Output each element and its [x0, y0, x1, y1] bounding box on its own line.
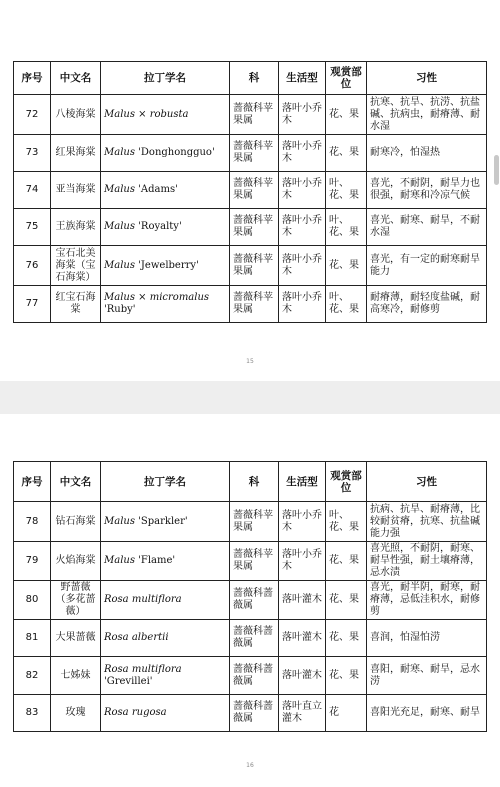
latin-epithet: multiflora — [131, 594, 182, 605]
cell-habit: 喜光，不耐阴，耐旱力也很强，耐寒和冷凉气候 — [367, 172, 487, 209]
latin-genus: Malus — [104, 292, 135, 303]
header-col-ornamental-part: 观赏部位 — [326, 462, 367, 502]
cell-ornamental-part: 花、果 — [326, 542, 367, 581]
latin-connector: × — [134, 108, 150, 120]
cell-family: 蔷薇科苹果属 — [230, 95, 279, 135]
cell-number: 74 — [14, 172, 51, 209]
cell-latin-name — [101, 657, 230, 695]
cell-chinese-name: 玫瑰 — [51, 695, 101, 732]
header-col-latin-name: 拉丁学名 — [101, 62, 230, 95]
cell-life-form: 落叶灌木 — [279, 620, 326, 657]
cell-chinese-name: 大果蔷薇 — [51, 620, 101, 657]
cell-number: 82 — [14, 657, 51, 695]
cell-latin-name — [101, 581, 230, 620]
cell-number: 81 — [14, 620, 51, 657]
cell-family: 蔷薇科苹果属 — [230, 542, 279, 581]
cell-life-form: 落叶小乔木 — [279, 95, 326, 135]
table-row — [14, 286, 487, 323]
table-header-row — [14, 62, 487, 95]
cell-latin-name — [101, 695, 230, 732]
cell-ornamental-part: 叶、花、果 — [326, 209, 367, 246]
latin-genus: Malus — [104, 221, 135, 232]
cell-family: 蔷薇科苹果属 — [230, 286, 279, 323]
table-row — [14, 581, 487, 620]
table-row — [14, 542, 487, 581]
header-col-latin-name: 拉丁学名 — [101, 462, 230, 502]
header-col-life-form: 生活型 — [279, 462, 326, 502]
scrollbar-thumb[interactable] — [494, 155, 499, 185]
cell-number: 83 — [14, 695, 51, 732]
cell-habit: 抗病、抗旱、耐瘠薄，比较耐贫瘠，抗寒、抗盐碱能力强 — [367, 502, 487, 542]
cell-latin-name — [101, 209, 230, 246]
cell-ornamental-part: 花、果 — [326, 246, 367, 286]
cell-ornamental-part: 花、果 — [326, 581, 367, 620]
latin-genus: Rosa — [104, 594, 129, 605]
latin-cultivar: 'Adams' — [134, 184, 178, 195]
latin-genus: Rosa — [104, 632, 129, 643]
cell-number: 76 — [14, 246, 51, 286]
cell-life-form: 落叶小乔木 — [279, 246, 326, 286]
latin-connector: × — [134, 292, 150, 303]
cell-habit: 耐寒冷，怕湿热 — [367, 135, 487, 172]
cell-ornamental-part: 花、果 — [326, 95, 367, 135]
latin-epithet: albertii — [131, 632, 169, 643]
latin-genus: Rosa — [104, 707, 129, 718]
cell-chinese-name: 野蔷薇（多花蔷薇） — [51, 581, 101, 620]
cell-chinese-name: 钻石海棠 — [51, 502, 101, 542]
cell-chinese-name: 王族海棠 — [51, 209, 101, 246]
cell-number: 78 — [14, 502, 51, 542]
cell-latin-name — [101, 172, 230, 209]
cell-family: 蔷薇科蔷薇属 — [230, 581, 279, 620]
cell-family: 蔷薇科蔷薇属 — [230, 620, 279, 657]
latin-epithet: micromalus — [149, 292, 210, 303]
latin-cultivar: 'Jewelberry' — [134, 259, 199, 271]
latin-genus: Malus — [104, 555, 135, 566]
latin-genus: Malus — [104, 184, 135, 195]
cell-ornamental-part: 花、果 — [326, 135, 367, 172]
cell-number: 80 — [14, 581, 51, 620]
cell-life-form: 落叶灌木 — [279, 581, 326, 620]
latin-genus: Malus — [104, 108, 135, 120]
cell-life-form: 落叶小乔木 — [279, 502, 326, 542]
page-number: 15 — [246, 358, 254, 365]
header-col-chinese-name: 中文名 — [51, 462, 101, 502]
cell-number: 73 — [14, 135, 51, 172]
page-number: 16 — [246, 762, 254, 769]
cell-life-form: 落叶小乔木 — [279, 286, 326, 323]
cell-family: 蔷薇科苹果属 — [230, 246, 279, 286]
page-gap — [0, 381, 500, 414]
latin-cultivar: 'Donghongguo' — [134, 147, 215, 158]
table-row — [14, 620, 487, 657]
header-col-ornamental-part: 观赏部位 — [326, 62, 367, 95]
cell-life-form: 落叶灌木 — [279, 657, 326, 695]
header-col-chinese-name: 中文名 — [51, 62, 101, 95]
header-col-family: 科 — [230, 62, 279, 95]
cell-habit: 喜光，有一定的耐寒耐旱能力 — [367, 246, 487, 286]
cell-habit: 喜光，耐半阴，耐寒，耐瘠薄，忌低洼积水，耐修剪 — [367, 581, 487, 620]
table-row — [14, 95, 487, 135]
latin-genus: Malus — [104, 147, 135, 158]
cell-ornamental-part: 叶、花、果 — [326, 502, 367, 542]
plant-table-page-15 — [13, 61, 487, 323]
latin-genus: Malus — [104, 515, 135, 527]
cell-number: 75 — [14, 209, 51, 246]
latin-genus: Rosa — [104, 663, 129, 675]
table-row — [14, 135, 487, 172]
table-row — [14, 695, 487, 732]
cell-latin-name — [101, 95, 230, 135]
latin-cultivar: 'Royalty' — [134, 221, 182, 232]
cell-habit: 喜阳光充足，耐寒、耐旱 — [367, 695, 487, 732]
latin-cultivar: 'Grevillei' — [104, 675, 153, 687]
cell-chinese-name: 宝石北美海棠（宝石海棠） — [51, 246, 101, 286]
cell-life-form: 落叶小乔木 — [279, 172, 326, 209]
cell-number: 79 — [14, 542, 51, 581]
latin-cultivar: 'Sparkler' — [134, 515, 188, 527]
cell-habit: 抗寒、抗旱、抗涝、抗盐碱、抗病虫，耐瘠薄、耐水湿 — [367, 95, 487, 135]
table-row — [14, 172, 487, 209]
cell-ornamental-part: 花、果 — [326, 620, 367, 657]
cell-chinese-name: 火焰海棠 — [51, 542, 101, 581]
cell-ornamental-part: 叶、花、果 — [326, 286, 367, 323]
cell-ornamental-part: 叶、花、果 — [326, 172, 367, 209]
cell-chinese-name: 红宝石海棠 — [51, 286, 101, 323]
cell-life-form: 落叶小乔木 — [279, 209, 326, 246]
table-body — [14, 502, 487, 732]
cell-family: 蔷薇科苹果属 — [230, 209, 279, 246]
table-row — [14, 246, 487, 286]
cell-latin-name — [101, 135, 230, 172]
cell-chinese-name: 八棱海棠 — [51, 95, 101, 135]
cell-ornamental-part: 花 — [326, 695, 367, 732]
latin-cultivar: 'Ruby' — [104, 304, 136, 315]
cell-chinese-name: 亚当海棠 — [51, 172, 101, 209]
cell-latin-name — [101, 286, 230, 323]
cell-ornamental-part: 花、果 — [326, 657, 367, 695]
table-row — [14, 209, 487, 246]
header-col-habit: 习性 — [367, 62, 487, 95]
latin-cultivar: 'Flame' — [134, 555, 176, 566]
latin-epithet: multiflora — [131, 663, 182, 675]
cell-chinese-name: 红果海棠 — [51, 135, 101, 172]
cell-life-form: 落叶小乔木 — [279, 135, 326, 172]
header-col-life-form: 生活型 — [279, 62, 326, 95]
cell-family: 蔷薇科苹果属 — [230, 135, 279, 172]
latin-epithet: robusta — [149, 108, 189, 120]
cell-number: 77 — [14, 286, 51, 323]
cell-family: 蔷薇科苹果属 — [230, 172, 279, 209]
latin-epithet: rugosa — [131, 707, 167, 718]
cell-habit: 喜润，怕湿怕涝 — [367, 620, 487, 657]
latin-genus: Malus — [104, 259, 135, 271]
cell-family: 蔷薇科蔷薇属 — [230, 695, 279, 732]
cell-number: 72 — [14, 95, 51, 135]
cell-habit: 喜光照，不耐阴，耐寒、耐旱性强，耐土壤瘠薄，忌水渍 — [367, 542, 487, 581]
cell-latin-name — [101, 246, 230, 286]
cell-family: 蔷薇科苹果属 — [230, 502, 279, 542]
plant-table-page-16 — [13, 461, 487, 732]
cell-latin-name — [101, 502, 230, 542]
header-col-no: 序号 — [14, 462, 51, 502]
cell-chinese-name: 七姊妹 — [51, 657, 101, 695]
cell-life-form: 落叶直立灌木 — [279, 695, 326, 732]
header-col-no: 序号 — [14, 62, 51, 95]
table-row — [14, 502, 487, 542]
cell-latin-name — [101, 620, 230, 657]
cell-habit: 喜光、耐寒、耐旱，不耐水湿 — [367, 209, 487, 246]
table-body — [14, 95, 487, 323]
cell-life-form: 落叶小乔木 — [279, 542, 326, 581]
header-col-habit: 习性 — [367, 462, 487, 502]
cell-habit: 耐瘠薄，耐轻度盐碱，耐高寒冷，耐修剪 — [367, 286, 487, 323]
table-row — [14, 657, 487, 695]
header-col-family: 科 — [230, 462, 279, 502]
table-header-row — [14, 462, 487, 502]
cell-habit: 喜阳，耐寒、耐旱，忌水涝 — [367, 657, 487, 695]
cell-family: 蔷薇科蔷薇属 — [230, 657, 279, 695]
cell-latin-name — [101, 542, 230, 581]
